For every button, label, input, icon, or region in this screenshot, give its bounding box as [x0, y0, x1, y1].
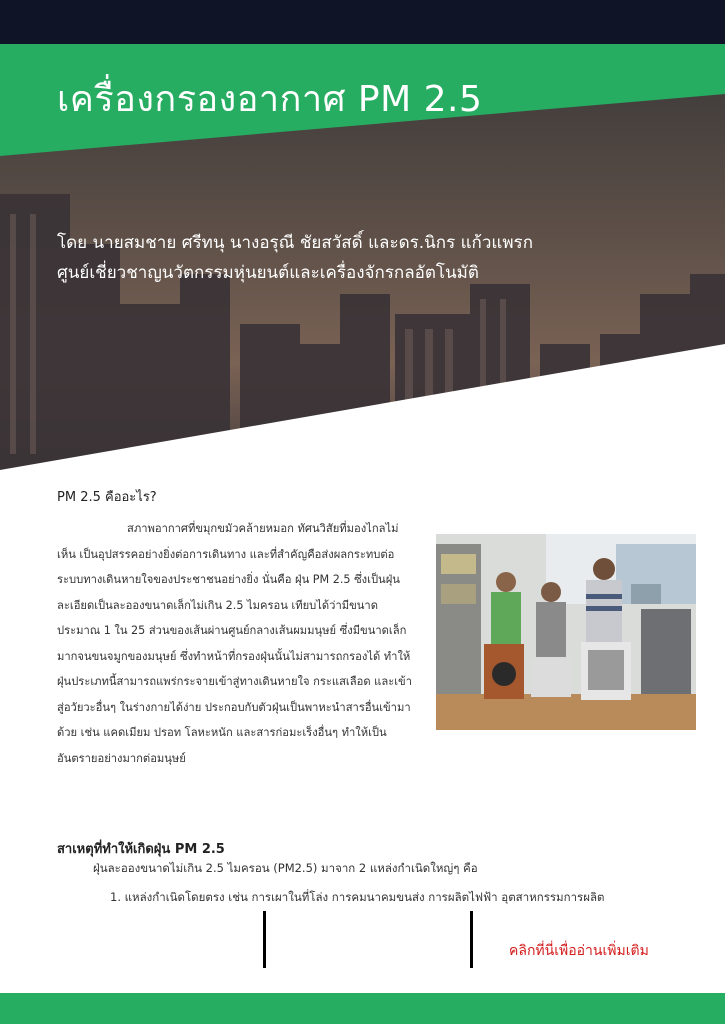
causes-intro-text: ฝุ่นละอองขนาดไม่เกิน 2.5 ไมครอน (PM2.5) มาจาก 2 แหล่งกำเนิดใหญ่ๆ คือ: [93, 861, 478, 875]
page-title: เครื่องกรองอากาศ PM 2.5: [57, 79, 483, 120]
top-bar: [0, 0, 725, 44]
team-photo: [436, 534, 696, 730]
divider-line-left: [263, 911, 266, 968]
divider-line-right: [470, 911, 473, 968]
hero-banner: [0, 44, 725, 470]
bottom-bar: [0, 993, 725, 1024]
authors-block: [57, 228, 533, 288]
causes-list-item: 1. แหล่งกำเนิดโดยตรง เช่น การเผาในที่โล่ง การคมนาคมขนส่ง การผลิตไฟฟ้า อุตสาหกรรมการผลิต: [110, 890, 605, 904]
authors-line: โดย นายสมชาย ศรีทนุ นางอรุณี ชัยสวัสดิ์ และดร.นิกร แก้วแพรก: [57, 233, 533, 253]
section-heading-what-is-pm25: PM 2.5 คืออะไร?: [57, 490, 157, 505]
organization-line: ศูนย์เชี่ยวชาญนวัตกรรมหุ่นยนต์และเครื่องจักรกลอัตโนมัติ: [57, 263, 479, 283]
section-body-text: สภาพอากาศที่ขมุกขมัวคล้ายหมอก ทัศนวิสัยที่มองไกลไม่เห็น เป็นอุปสรรคอย่างยิ่งต่อการเดินทาง และที่สำคัญคือส่งผลกระทบต่อระบบทางเดินหายใจของประชาชนอย่างยิ่ง นั่นคือ ฝุ่น PM 2.5 ซึ่งเป็นฝุ่นละเอียดเป็นละอองขนาดเล็กไม่เกิน 2.5 ไมครอน เทียบได้ว่ามีขนาดประมาณ 1 ใน 25 ส่วนของเส้นผ่านศูนย์กลางเส้นผมมนุษย์ ซึ่งมีขนาดเล็กมากจนขนจมูกของมนุษย์ ซึ่งทำหน้าที่กรองฝุ่นนั้นไม่สามารถกรองได้ ทำให้ฝุ่นประเภทนี้สามารถแพร่กระจายเข้าสู่ทางเดินหายใจ กระแสเลือด และเข้าสู่อวัยวะอื่นๆ ในร่างกายได้ง่าย ประกอบกับตัวฝุ่นเป็นพาหะนำสารอื่นเข้ามาด้วย เช่น แคดเมียม ปรอท โลหะหนัก และสารก่อมะเร็งอื่นๆ ทำให้เป็นอันตรายอย่างมากต่อมนุษย์: [57, 522, 412, 765]
section-heading-causes: สาเหตุที่ทำให้เกิดฝุ่น PM 2.5: [57, 842, 225, 857]
read-more-link[interactable]: คลิกที่นี่เพื่ออ่านเพิ่มเติม: [509, 943, 649, 959]
